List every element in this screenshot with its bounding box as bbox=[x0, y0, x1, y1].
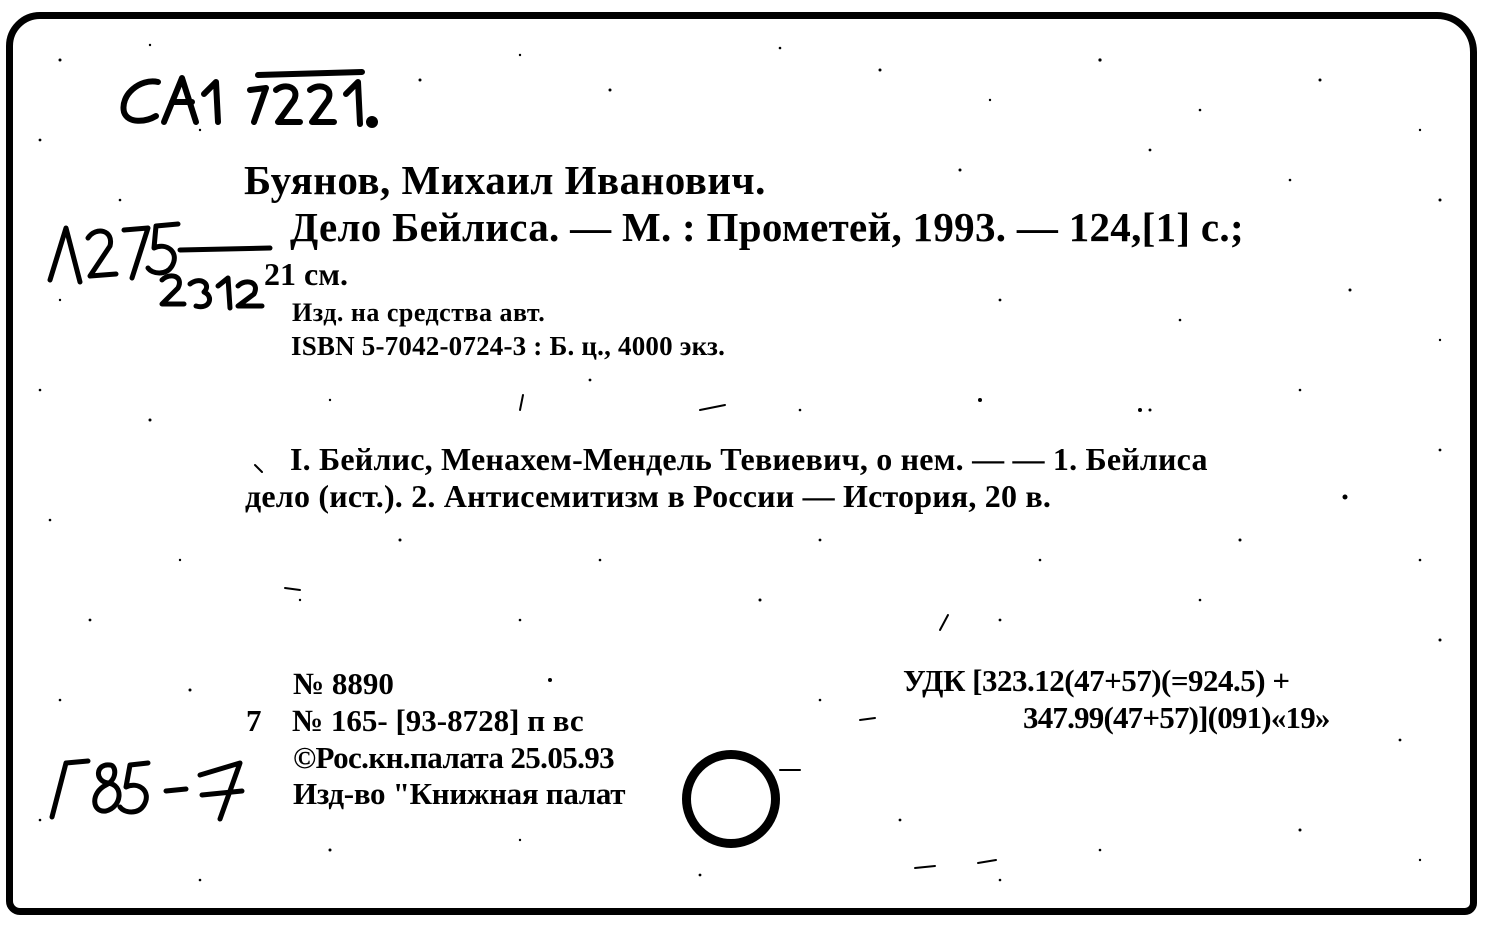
card-number-1: № 8890 bbox=[293, 666, 394, 701]
subject-headings-line-1: I. Бейлис, Менахем-Мендель Тевиевич, о нем. — — 1. Бейлиса bbox=[290, 441, 1208, 477]
card-number-2: № 165- [93-8728] п вс bbox=[292, 703, 584, 738]
copyright-line: ©Рос.кн.палата 25.05.93 bbox=[293, 740, 615, 775]
publisher-line: Изд-во "Книжная палат bbox=[293, 776, 626, 811]
publication-note: Изд. на средства авт. bbox=[292, 298, 546, 327]
author-heading: Буянов, Михаил Иванович. bbox=[244, 157, 766, 203]
subject-headings-line-2: дело (ист.). 2. Антисемитизм в России — История, 20 в. bbox=[245, 478, 1052, 514]
physical-size: 21 см. bbox=[264, 256, 348, 292]
card-prefix-number: 7 bbox=[246, 703, 262, 738]
isbn-line: ISBN 5-7042-0724-3 : Б. ц., 4000 экз. bbox=[291, 331, 726, 361]
punch-hole bbox=[682, 750, 780, 848]
udc-classification-line-2: 347.99(47+57)](091)«19» bbox=[1023, 700, 1330, 735]
title-imprint-line: Дело Бейлиса. — М. : Прометей, 1993. — 124,[1] с.; bbox=[290, 204, 1244, 250]
udc-classification-line-1: УДК [323.12(47+57)(=924.5) + bbox=[903, 663, 1290, 698]
